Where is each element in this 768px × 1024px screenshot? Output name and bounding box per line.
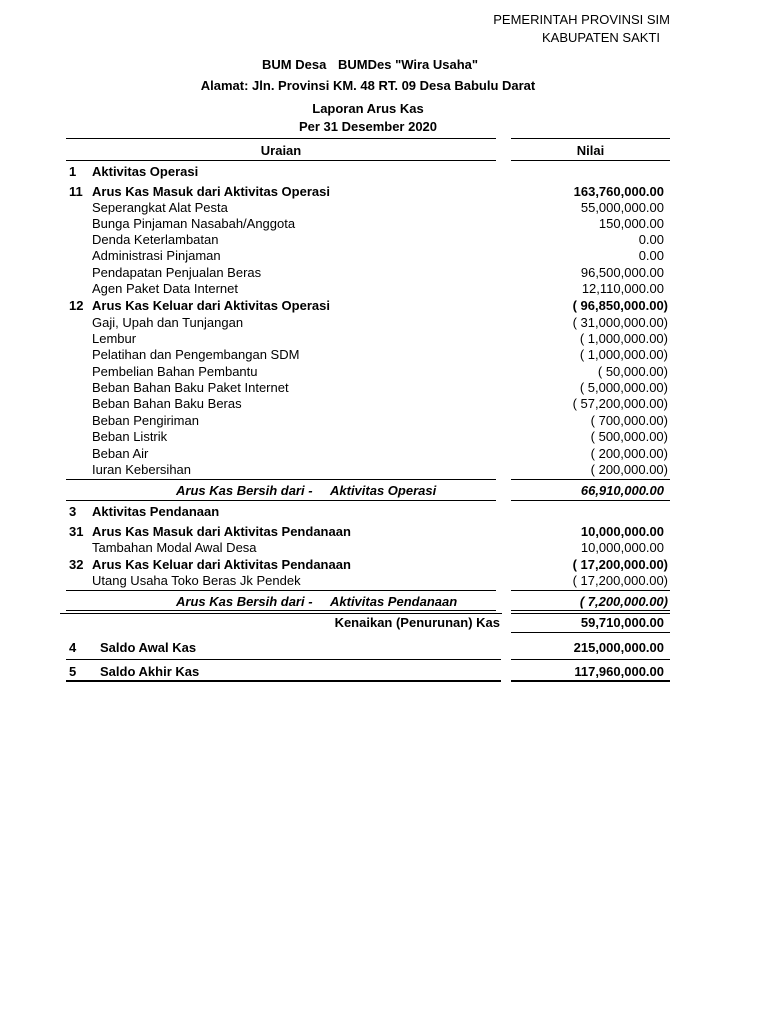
report-date: Per 31 Desember 2020: [298, 119, 438, 134]
subtotal-top-rule-right: [511, 479, 670, 480]
line-item-label: Utang Usaha Toko Beras Jk Pendek: [92, 573, 301, 588]
section-number: 3: [69, 504, 77, 519]
line-item-label: Bunga Pinjaman Nasabah/Anggota: [92, 216, 296, 231]
section-title: Aktivitas Operasi: [92, 164, 199, 179]
opening-rule-left: [66, 659, 501, 660]
subtotal-top-rule-left: [66, 590, 496, 591]
line-item-label: Seperangkat Alat Pesta: [92, 200, 228, 215]
line-item-label: Beban Bahan Baku Paket Internet: [92, 380, 289, 395]
net-cash-prefix: Arus Kas Bersih dari -: [176, 483, 313, 498]
net-cash-prefix: Arus Kas Bersih dari -: [176, 594, 313, 609]
line-item-value: ( 1,000,000.00): [579, 331, 668, 346]
net-cash-label: Aktivitas Operasi: [330, 483, 437, 498]
line-item-label: Beban Listrik: [92, 429, 168, 444]
line-item-label: Beban Air: [92, 446, 149, 461]
line-item-value: 10,000,000.00: [580, 540, 664, 555]
line-item-label: Agen Paket Data Internet: [92, 281, 238, 296]
line-item-value: ( 5,000,000.00): [579, 380, 668, 395]
line-item-label: Iuran Kebersihan: [92, 462, 192, 477]
line-item-label: Beban Bahan Baku Beras: [92, 396, 242, 411]
subsection-number: 11: [69, 184, 83, 199]
line-item-label: Administrasi Pinjaman: [92, 248, 221, 263]
line-item-label: Pendapatan Penjualan Beras: [92, 265, 262, 280]
line-item-value: ( 31,000,000.00): [572, 315, 668, 330]
column-header-description: Uraian: [260, 143, 302, 158]
subsection-label: Arus Kas Masuk dari Aktivitas Pendanaan: [92, 524, 351, 539]
report-title: Laporan Arus Kas: [312, 101, 424, 116]
line-item-label: Gaji, Upah dan Tunjangan: [92, 315, 244, 330]
net-cash-value: ( 7,200,000.00): [579, 594, 668, 609]
line-item-value: ( 17,200,000.00): [572, 573, 668, 588]
closing-number: 5: [69, 664, 77, 679]
subsection-total: ( 96,850,000.00): [572, 298, 668, 313]
government-name: PEMERINTAH PROVINSI SIM: [493, 12, 670, 27]
subsection-number: 31: [69, 524, 84, 539]
subsection-label: Arus Kas Keluar dari Aktivitas Pendanaan: [92, 557, 351, 572]
line-item-value: ( 57,200,000.00): [572, 396, 668, 411]
cash-change-rule: [511, 632, 670, 633]
section-number: 1: [69, 164, 77, 179]
closing-balance-value: 117,960,000.00: [574, 664, 664, 679]
line-item-label: Pembelian Bahan Pembantu: [92, 364, 258, 379]
subtotal-top-rule-left: [66, 479, 496, 480]
subtotal-top-rule-right: [511, 590, 670, 591]
column-header-value: Nilai: [576, 143, 605, 158]
subtotal-bottom-rule-right: [511, 500, 670, 501]
subsection-number: 32: [69, 557, 84, 572]
line-item-label: Lembur: [92, 331, 137, 346]
address: Alamat: Jln. Provinsi KM. 48 RT. 09 Desa Babulu Darat: [200, 78, 536, 93]
line-item-value: 55,000,000.00: [580, 200, 664, 215]
subsection-label: Arus Kas Masuk dari Aktivitas Operasi: [92, 184, 330, 199]
line-item-value: ( 50,000.00): [597, 364, 668, 379]
entity-type: BUM Desa: [262, 57, 327, 72]
header-bottom-rule-right: [511, 160, 670, 161]
line-item-label: Denda Keterlambatan: [92, 232, 219, 247]
regency-name: KABUPATEN SAKTI: [542, 30, 660, 45]
line-item-value: ( 200,000.00): [590, 462, 668, 477]
subtotal-bottom-rule-left: [66, 610, 496, 611]
header-top-rule-left: [66, 138, 496, 139]
subsection-total: ( 17,200,000.00): [572, 557, 668, 572]
line-item-value: 0.00: [638, 232, 664, 247]
entity-name: BUMDes "Wira Usaha": [338, 57, 479, 72]
subsection-number: 12: [69, 298, 84, 313]
line-item-value: ( 1,000,000.00): [579, 347, 668, 362]
opening-rule-right: [511, 659, 670, 660]
header-top-rule-right: [511, 138, 670, 139]
line-item-value: ( 700,000.00): [590, 413, 668, 428]
net-cash-label: Aktivitas Pendanaan: [330, 594, 458, 609]
subtotal-bottom-rule-left: [66, 500, 496, 501]
subsection-total: 10,000,000.00: [580, 524, 664, 539]
line-item-label: Pelatihan dan Pengembangan SDM: [92, 347, 300, 362]
cash-change-value: 59,710,000.00: [580, 615, 664, 630]
line-item-label: Tambahan Modal Awal Desa: [92, 540, 257, 555]
double-rule-left: [60, 613, 502, 614]
cash-change-label: Kenaikan (Penurunan) Kas: [334, 615, 500, 630]
header-bottom-rule-left: [66, 160, 496, 161]
closing-rule-right: [511, 680, 670, 682]
line-item-label: Beban Pengiriman: [92, 413, 199, 428]
opening-balance-value: 215,000,000.00: [573, 640, 664, 655]
subsection-total: 163,760,000.00: [573, 184, 664, 199]
subsection-label: Arus Kas Keluar dari Aktivitas Operasi: [92, 298, 330, 313]
line-item-value: 96,500,000.00: [580, 265, 664, 280]
subtotal-bottom-rule-right: [511, 610, 670, 611]
net-cash-value: 66,910,000.00: [580, 483, 664, 498]
opening-number: 4: [69, 640, 77, 655]
line-item-value: ( 500,000.00): [590, 429, 668, 444]
line-item-value: 12,110,000.00: [581, 281, 664, 296]
line-item-value: 150,000.00: [598, 216, 664, 231]
line-item-value: 0.00: [638, 248, 664, 263]
line-item-value: ( 200,000.00): [590, 446, 668, 461]
closing-rule-left: [66, 680, 501, 682]
double-rule-right: [511, 613, 670, 614]
closing-balance-label: Saldo Akhir Kas: [100, 664, 200, 679]
section-title: Aktivitas Pendanaan: [92, 504, 220, 519]
opening-balance-label: Saldo Awal Kas: [100, 640, 197, 655]
